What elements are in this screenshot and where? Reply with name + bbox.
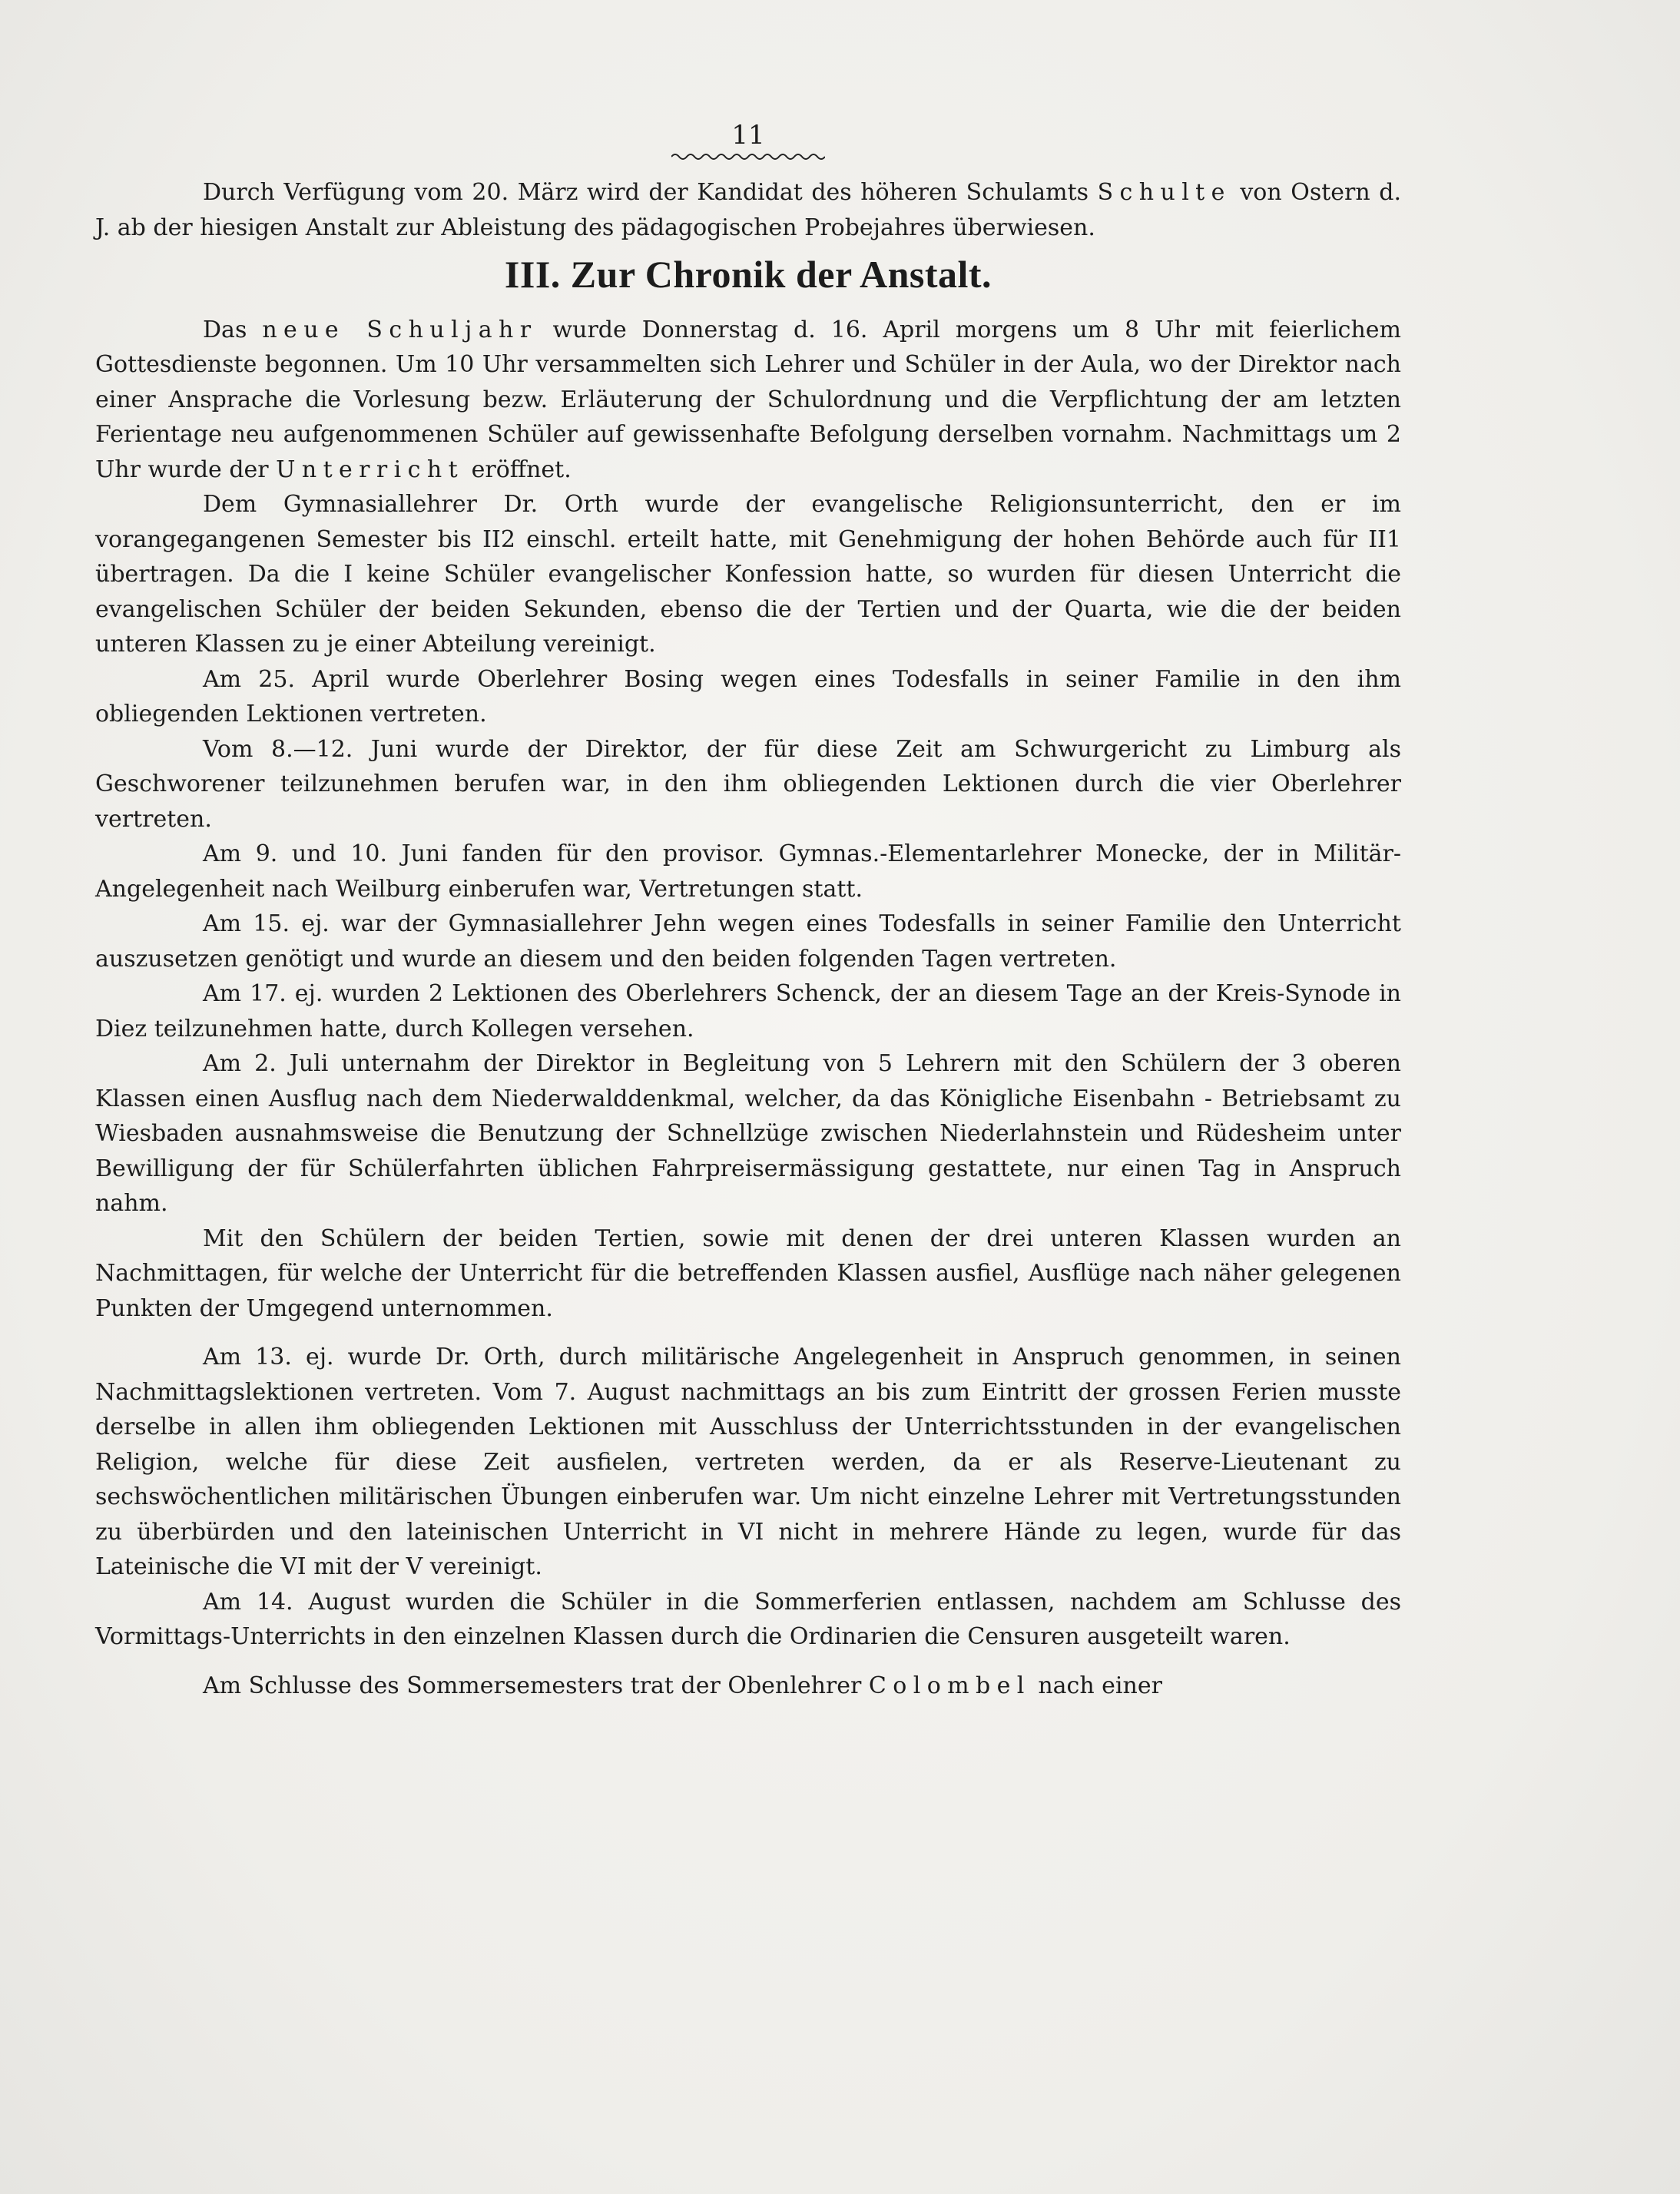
paragraph-4: Vom 8.—12. Juni wurde der Direktor, der für diese Zeit am Schwurgericht zu Limburg als Geschworener teilzunehmen berufen war, in den ihm obliegenden Lektionen durch die vier Oberlehrer vertreten. <box>95 735 1401 833</box>
p1-text-a: Das <box>203 316 247 343</box>
paragraph-8: Am 2. Juli unternahm der Direktor in Begleitung von 5 Lehrern mit den Schülern der 3 oberen Klassen einen Ausflug nach dem Niederwalddenkmal, welcher, da das Königliche Eisenbahn - Betriebsamt zu Wiesbaden ausnahmsweise die Benutzung der Schnellzüge zwischen Niederlahnstein und Rüdesheim unter Bewilligung der für Schülerfahrten üblichen Fahrpreisermässigung gestattete, nur einen Tag in Anspruch nahm. <box>95 1050 1401 1217</box>
p12-name-spaced: Colombel <box>868 1672 1031 1699</box>
decorative-squiggle-ornament <box>671 151 825 163</box>
intro-paragraph <box>95 175 1401 245</box>
p1-text-b: wurde Donnerstag d. 16. April morgens um 8 Uhr mit feierlichem Gottesdienste begonnen. Um 10 Uhr versammelten sich Lehrer und Schüler in der Aula, wo der Direktor nach einer Ansprache die Vorlesung bezw. Erläuterung der Schulordnung und die Verpflichtung der am letzten Ferientage neu aufgenommenen Schüler auf gewissenhafte Befolgung derselben vornahm. Nachmittags um 2 Uhr wurde der <box>95 316 1402 483</box>
p12-text-a: Am Schlusse des Sommersemesters trat der Obenlehrer <box>203 1672 862 1699</box>
paragraph-6: Am 15. ej. war der Gymnasiallehrer Jehn wegen eines Todesfalls in seiner Familie den Unterricht auszusetzen genötigt und wurde an diesem und den beiden folgenden Tagen vertreten. <box>95 910 1401 973</box>
paragraph-1 <box>95 313 1401 488</box>
section-title: III. Zur Chronik der Anstalt. <box>504 253 992 296</box>
page-content <box>95 120 1401 1703</box>
paragraph-12 <box>95 1669 1401 1704</box>
p1-spaced: neue Schuljahr <box>262 316 538 343</box>
page-number: 11 <box>731 120 765 151</box>
p12-text-b: nach einer <box>1038 1672 1162 1699</box>
paragraph-7: Am 17. ej. wurden 2 Lektionen des Oberlehrers Schenck, der an diesem Tage an der Kreis-Synode in Diez teilzunehmen hatte, durch Kollegen versehen. <box>95 980 1401 1042</box>
paragraph-11: Am 14. August wurden die Schüler in die Sommerferien entlassen, nachdem am Schlusse des Vormittags-Unterrichts in den einzelnen Klassen durch die Ordinarien die Censuren ausgeteilt waren. <box>95 1588 1401 1650</box>
paragraph-2: Dem Gymnasiallehrer Dr. Orth wurde der evangelische Religionsunterricht, den er im vorangegangenen Semester bis II2 einschl. erteilt hatte, mit Genehmigung der hohen Behörde auch für II1 übertragen. Da die I keine Schüler evangelischer Konfession hatte, so wurden für diesen Unterricht die evangelischen Schüler der beiden Sekunden, ebenso die der Tertien und der Quarta, wie die der beiden unteren Klassen zu je einer Abteilung vereinigt. <box>95 491 1401 658</box>
intro-name-spaced: Schulte <box>1097 179 1231 206</box>
paragraph-10: Am 13. ej. wurde Dr. Orth, durch militärische Angelegenheit in Anspruch genommen, in seinen Nachmittagslektionen vertreten. Vom 7. August nachmittags an bis zum Eintritt der grossen Ferien musste derselbe in allen ihm obliegenden Lektionen mit Ausschluss der Unterrichtsstunden in der evangelischen Religion, welche für diese Zeit ausfielen, vertreten werden, da er als Reserve-Lieutenant zu sechswöchentlichen militärischen Übungen einberufen war. Um nicht einzelne Lehrer mit Vertretungsstunden zu überbürden und den lateinischen Unterricht in VI nicht in mehrere Hände zu legen, wurde für das Lateinische die VI mit der V vereinigt. <box>95 1344 1401 1580</box>
intro-text-a: Durch Verfügung vom 20. März wird der Kandidat des höheren Schulamts <box>203 179 1089 206</box>
p1-text-c: eröffnet. <box>471 456 572 483</box>
intro-text-b: von Ostern d. J. ab der hiesigen Anstalt zur Ableistung des pädagogischen Probejahres überwiesen. <box>95 179 1401 241</box>
paragraph-3: Am 25. April wurde Oberlehrer Bosing wegen eines Todesfalls in seiner Familie in den ihm obliegenden Lektionen vertreten. <box>95 665 1401 727</box>
paragraph-5: Am 9. und 10. Juni fanden für den provisor. Gymnas.-Elementarlehrer Monecke, der in Militär-Angelegenheit nach Weilburg einberufen war, Vertretungen statt. <box>95 840 1401 903</box>
p1-spaced-2: Unterricht <box>276 456 465 483</box>
paragraph-9: Mit den Schülern der beiden Tertien, sowie mit denen der drei unteren Klassen wurden an Nachmittagen, für welche der Unterricht für die betreffenden Klassen ausfiel, Ausflüge nach näher gelegenen Punkten der Umgegend unternommen. <box>95 1225 1401 1322</box>
